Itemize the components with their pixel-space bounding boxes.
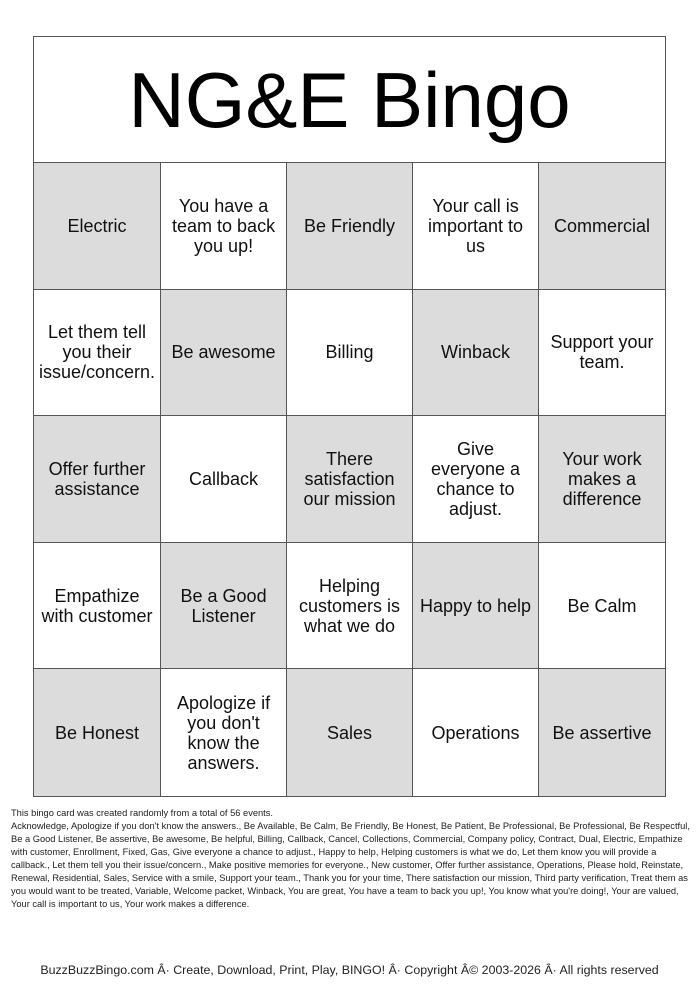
bingo-cell-label: Your work makes a difference	[562, 448, 642, 509]
bingo-cell-label: Winback	[441, 342, 511, 363]
bingo-cell-label: Empathize with customer	[41, 585, 153, 626]
bingo-cell	[539, 543, 665, 670]
bingo-cell	[34, 543, 161, 670]
bingo-cell-label: Apologize if you don't know the answers.	[177, 692, 271, 773]
bingo-cell	[161, 416, 287, 543]
bingo-cell	[539, 669, 665, 796]
bingo-cell-label: Be Honest	[55, 722, 140, 743]
bingo-cell	[539, 290, 665, 417]
bingo-cell-label: Give everyone a chance to adjust.	[430, 438, 521, 519]
bingo-cell-label: Be Calm	[567, 595, 637, 616]
bingo-cell-label: Callback	[189, 468, 259, 489]
bingo-cell-label: Electric	[67, 215, 127, 236]
bingo-cell	[34, 290, 161, 417]
bingo-cell	[413, 290, 539, 417]
bingo-cell-label: Operations	[431, 722, 520, 743]
bingo-cell	[161, 669, 287, 796]
bingo-cell	[287, 163, 413, 290]
bingo-cell	[161, 543, 287, 670]
bingo-cell	[287, 290, 413, 417]
card-info-summary: This bingo card was created randomly from a total of 56 events.	[11, 808, 273, 818]
card-info	[11, 807, 693, 911]
bingo-cell-label: Your call is important to us	[428, 195, 524, 256]
bingo-cell-label: Let them tell you their issue/concern.	[39, 322, 156, 383]
bingo-cell	[287, 543, 413, 670]
bingo-cell	[34, 669, 161, 796]
bingo-cell	[161, 163, 287, 290]
bingo-cell-label: Billing	[325, 342, 374, 363]
card-info-events-list: Acknowledge, Apologize if you don't know the answers., Be Available, Be Calm, Be Friendly, Be Honest, Be Patient, Be Professional, Be Professional, Be Respectful, Be a Good Listener, Be assertive, Be awesome, Be helpful, Billing, Callback, Cancel, Collections, Commercial, Company policy, Contract, Dual, Electric, Empathize with customer, Enrollment, Fixed, Gas, Give everyone a chance to adjust., Happy to help, Helping customers is what we do, Let them know you will provide a callback., Let them tell you their issue/concern., Make positive memories for everyone., New customer, Offer further assistance, Operations, Please hold, Reinstate, Renewal, Residential, Sales, Service with a smile, Support your team., Thank you for your time, There satisfaction our mission, Third party verification, Treat them as you would want to be treated, Variable, Welcome packet, Winback, You are great, You have a team to back you up!, You know what you're doing!, Your are valued, Your call is important to us, Your work makes a difference.	[11, 821, 690, 909]
bingo-cell-label: Be Friendly	[304, 215, 396, 236]
bingo-cell	[287, 669, 413, 796]
bingo-cell-label: Sales	[327, 722, 373, 743]
bingo-cell	[413, 163, 539, 290]
bingo-title-row	[34, 37, 665, 163]
bingo-grid	[34, 163, 665, 796]
bingo-cell-label: You have a team to back you up!	[172, 195, 276, 256]
bingo-cell-label: Be a Good Listener	[180, 585, 267, 626]
bingo-cell-label: Commercial	[554, 215, 651, 236]
bingo-cell	[413, 669, 539, 796]
bingo-cell	[413, 543, 539, 670]
bingo-cell-label: Helping customers is what we do	[299, 575, 401, 636]
bingo-cell	[539, 163, 665, 290]
bingo-cell-label: Offer further assistance	[48, 458, 146, 499]
bingo-cell-label: Be awesome	[171, 342, 276, 363]
bingo-cell	[539, 416, 665, 543]
site-footer: BuzzBuzzBingo.com Â· Create, Download, Print, Play, BINGO! Â· Copyright Â© 2003-2026 Â· All rights reserved	[40, 963, 659, 977]
bingo-cell-label: There satisfaction our mission	[303, 448, 396, 509]
bingo-title: NG&E Bingo	[128, 55, 571, 144]
bingo-cell	[287, 416, 413, 543]
bingo-cell-label: Happy to help	[419, 595, 532, 616]
bingo-card	[33, 36, 666, 797]
bingo-cell	[34, 163, 161, 290]
bingo-cell-label: Be assertive	[552, 722, 652, 743]
bingo-cell	[161, 290, 287, 417]
bingo-cell	[413, 416, 539, 543]
bingo-cell	[34, 416, 161, 543]
bingo-cell-label: Support your team.	[550, 332, 654, 373]
